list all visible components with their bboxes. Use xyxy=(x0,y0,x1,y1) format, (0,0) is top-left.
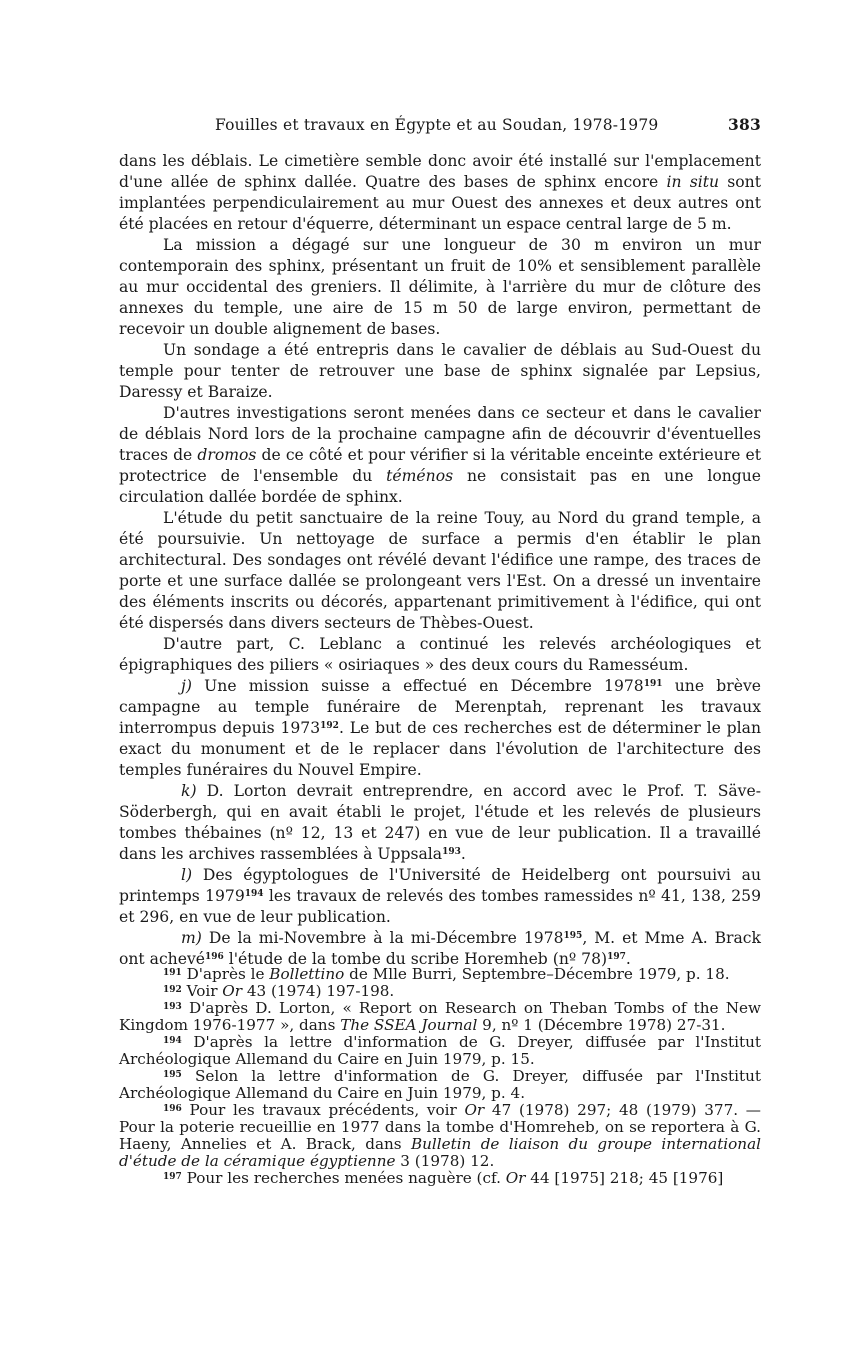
paragraph-item-k xyxy=(119,781,761,865)
text-run: Une mission suisse a effectué en Décembre 1978 xyxy=(191,677,644,695)
italic-term: in situ xyxy=(666,173,720,191)
text-run: Pour les recherches menées naguère (cf. xyxy=(181,1169,506,1187)
text-run: sont implantées perpendiculairement au mur Ouest des annexes et deux autres ont été placées en retour d'équerre, déterminant un espace central large de 5 m. xyxy=(119,173,761,233)
text-run: ne consistait pas en une longue circulation dallée bordée de sphinx. xyxy=(119,467,762,506)
italic-title: The SSEA Journal xyxy=(340,1016,478,1034)
italic-term: dromos xyxy=(197,446,257,464)
text-run: De la mi-Novembre à la mi-Décembre 1978 xyxy=(201,929,564,947)
footnote-number: 191 xyxy=(163,968,182,978)
paragraph: D'autre part, C. Leblanc a continué les relevés archéologiques et épigraphiques des piliers « osiriaques » des deux cours du Ramesséum. xyxy=(119,635,761,674)
italic-title: Or xyxy=(464,1101,485,1119)
text-run: Voir xyxy=(181,982,223,1000)
text-run: D'après le xyxy=(181,965,270,983)
text-run: 44 [1975] 218; 45 [1976] xyxy=(525,1169,724,1187)
text-run: Des égyptologues de l'Université de Heidelberg ont poursuivi au printemps 1979 xyxy=(119,866,761,905)
text-run: 9, nº 1 (Décembre 1978) 27-31. xyxy=(477,1016,726,1034)
text-run: de Mlle Burri, Septembre–Décembre 1979, p. 18. xyxy=(344,965,730,983)
footnote-number: 195 xyxy=(163,1070,182,1080)
footnote-ref[interactable]: 195 xyxy=(563,931,583,941)
paragraph: Un sondage a été entrepris dans le cavalier de déblais au Sud-Ouest du temple pour tenter de retrouver une base de sphinx signalée par Lepsius, Daressy et Baraize. xyxy=(119,341,761,401)
text-run: dans les déblais. Le cimetière semble donc avoir été installé sur l'emplacement d'une allée de sphinx dallée. Quatre des bases de sphinx encore xyxy=(119,152,761,191)
footnote-number: 196 xyxy=(163,1104,182,1114)
text-run: 47 (1978) 297; 48 (1979) 377. — Pour la poterie recueillie en 1977 dans la tombe d'Homreheb, on se reportera à G. Haeny, Annelies et A. Brack, dans xyxy=(119,1101,761,1153)
item-letter: l) xyxy=(181,866,193,884)
italic-title: Or xyxy=(222,982,243,1000)
footnote-ref[interactable]: 196 xyxy=(205,952,224,962)
footnote-ref[interactable]: 197 xyxy=(607,952,626,962)
footnote-ref[interactable]: 191 xyxy=(643,679,663,689)
text-run: 3 (1978) 12. xyxy=(395,1152,495,1170)
footnote-ref[interactable]: 192 xyxy=(320,721,339,731)
footnote-193 xyxy=(119,1000,761,1034)
footnote-ref[interactable]: 193 xyxy=(442,847,461,857)
running-title: Fouilles et travaux en Égypte et au Soudan, 1978-1979 xyxy=(215,116,659,134)
text-run: , M. et Mme A. Brack ont achevé xyxy=(119,929,761,968)
footnote-194 xyxy=(119,1034,761,1068)
footnote-number: 197 xyxy=(163,1172,182,1182)
paragraph-item-l xyxy=(119,865,761,928)
footnote-195 xyxy=(119,1068,761,1102)
footnote-191 xyxy=(119,966,761,983)
text-run: . xyxy=(625,950,631,968)
paragraph xyxy=(119,151,761,235)
footnote-192 xyxy=(119,983,761,1000)
footnote-196 xyxy=(119,1102,761,1170)
text-run: Pour les travaux précédents, voir xyxy=(181,1101,465,1119)
main-text xyxy=(119,151,761,970)
footnote-number: 194 xyxy=(163,1036,182,1046)
paragraph: La mission a dégagé sur une longueur de 30 m environ un mur contemporain des sphinx, présentant un fruit de 10% et sensiblement parallèle au mur occidental des greniers. Il délimite, à l'arrière du mur de clôture des annexes du temple, une aire de 15 m 50 de large environ, permettant de recevoir un double alignement de bases. xyxy=(119,236,761,338)
item-letter: j) xyxy=(181,677,192,695)
text-run: les travaux de relevés des tombes ramessides nº 41, 138, 259 et 296, en vue de leur publication. xyxy=(119,887,761,926)
text-run: D'après la lettre d'information de G. Dreyer, diffusée par l'Institut Archéologique Allemand du Caire en Juin 1979, p. 15. xyxy=(119,1033,761,1068)
item-letter: m) xyxy=(181,929,202,947)
text-run: de ce côté et pour vérifier si la véritable enceinte extérieure et protectrice de l'ensemble du xyxy=(119,446,761,485)
text-run: 43 (1974) 197-198. xyxy=(242,982,395,1000)
footnotes xyxy=(119,966,761,1187)
text-run: D. Lorton devrait entreprendre, en accord avec le Prof. T. Säve-Söderbergh, qui en avait établi le projet, l'étude et les relevés de plusieurs tombes thébaines (nº 12, 13 et 247) en vue de leur publication. Il a travaillé dans les archives rassemblées à Uppsala xyxy=(119,782,761,863)
footnote-number: 193 xyxy=(163,1002,182,1012)
italic-title: Bulletin de liaison du groupe international d'étude de la céramique égyptienne xyxy=(119,1135,761,1170)
paragraph-item-m xyxy=(119,928,761,970)
footnote-197 xyxy=(119,1170,761,1187)
italic-title: Bollettino xyxy=(269,965,345,983)
paragraph xyxy=(119,403,761,508)
text-run: D'après D. Lorton, « Report on Research on Theban Tombs of the New Kingdom 1976-1977 », dans xyxy=(119,999,761,1034)
page-number: 383 xyxy=(728,115,761,134)
italic-title: Or xyxy=(505,1169,526,1187)
italic-term: téménos xyxy=(386,467,454,485)
item-letter: k) xyxy=(181,782,197,800)
text-run: Selon la lettre d'information de G. Dreyer, diffusée par l'Institut Archéologique Allemand du Caire en Juin 1979, p. 4. xyxy=(119,1067,761,1102)
footnote-ref[interactable]: 194 xyxy=(244,889,264,899)
text-run: une brève campagne au temple funéraire de Merenptah, reprenant les travaux interrompus depuis 1973 xyxy=(119,677,761,737)
text-run: . Le but de ces recherches est de déterminer le plan exact du monument et de le replacer dans l'évolution de l'architecture des temples funéraires du Nouvel Empire. xyxy=(119,719,761,779)
paragraph: L'étude du petit sanctuaire de la reine Touy, au Nord du grand temple, a été poursuivie. Un nettoyage de surface a permis d'en établir le plan architectural. Des sondages ont révélé devant l'édifice une rampe, des traces de porte et une surface dallée se prolongeant vers l'Est. On a dressé un inventaire des éléments inscrits ou décorés, appartenant primitivement à l'édifice, qui ont été dispersés dans divers secteurs de Thèbes-Ouest. xyxy=(119,509,761,632)
footnote-number: 192 xyxy=(163,985,182,995)
paragraph-item-j xyxy=(119,676,761,781)
text-run: . xyxy=(460,845,466,863)
text-run: D'autres investigations seront menées dans ce secteur et dans le cavalier de déblais Nord lors de la prochaine campagne afin de découvrir d'éventuelles traces de xyxy=(119,404,761,464)
text-run: l'étude de la tombe du scribe Horemheb (nº 78) xyxy=(223,950,608,968)
